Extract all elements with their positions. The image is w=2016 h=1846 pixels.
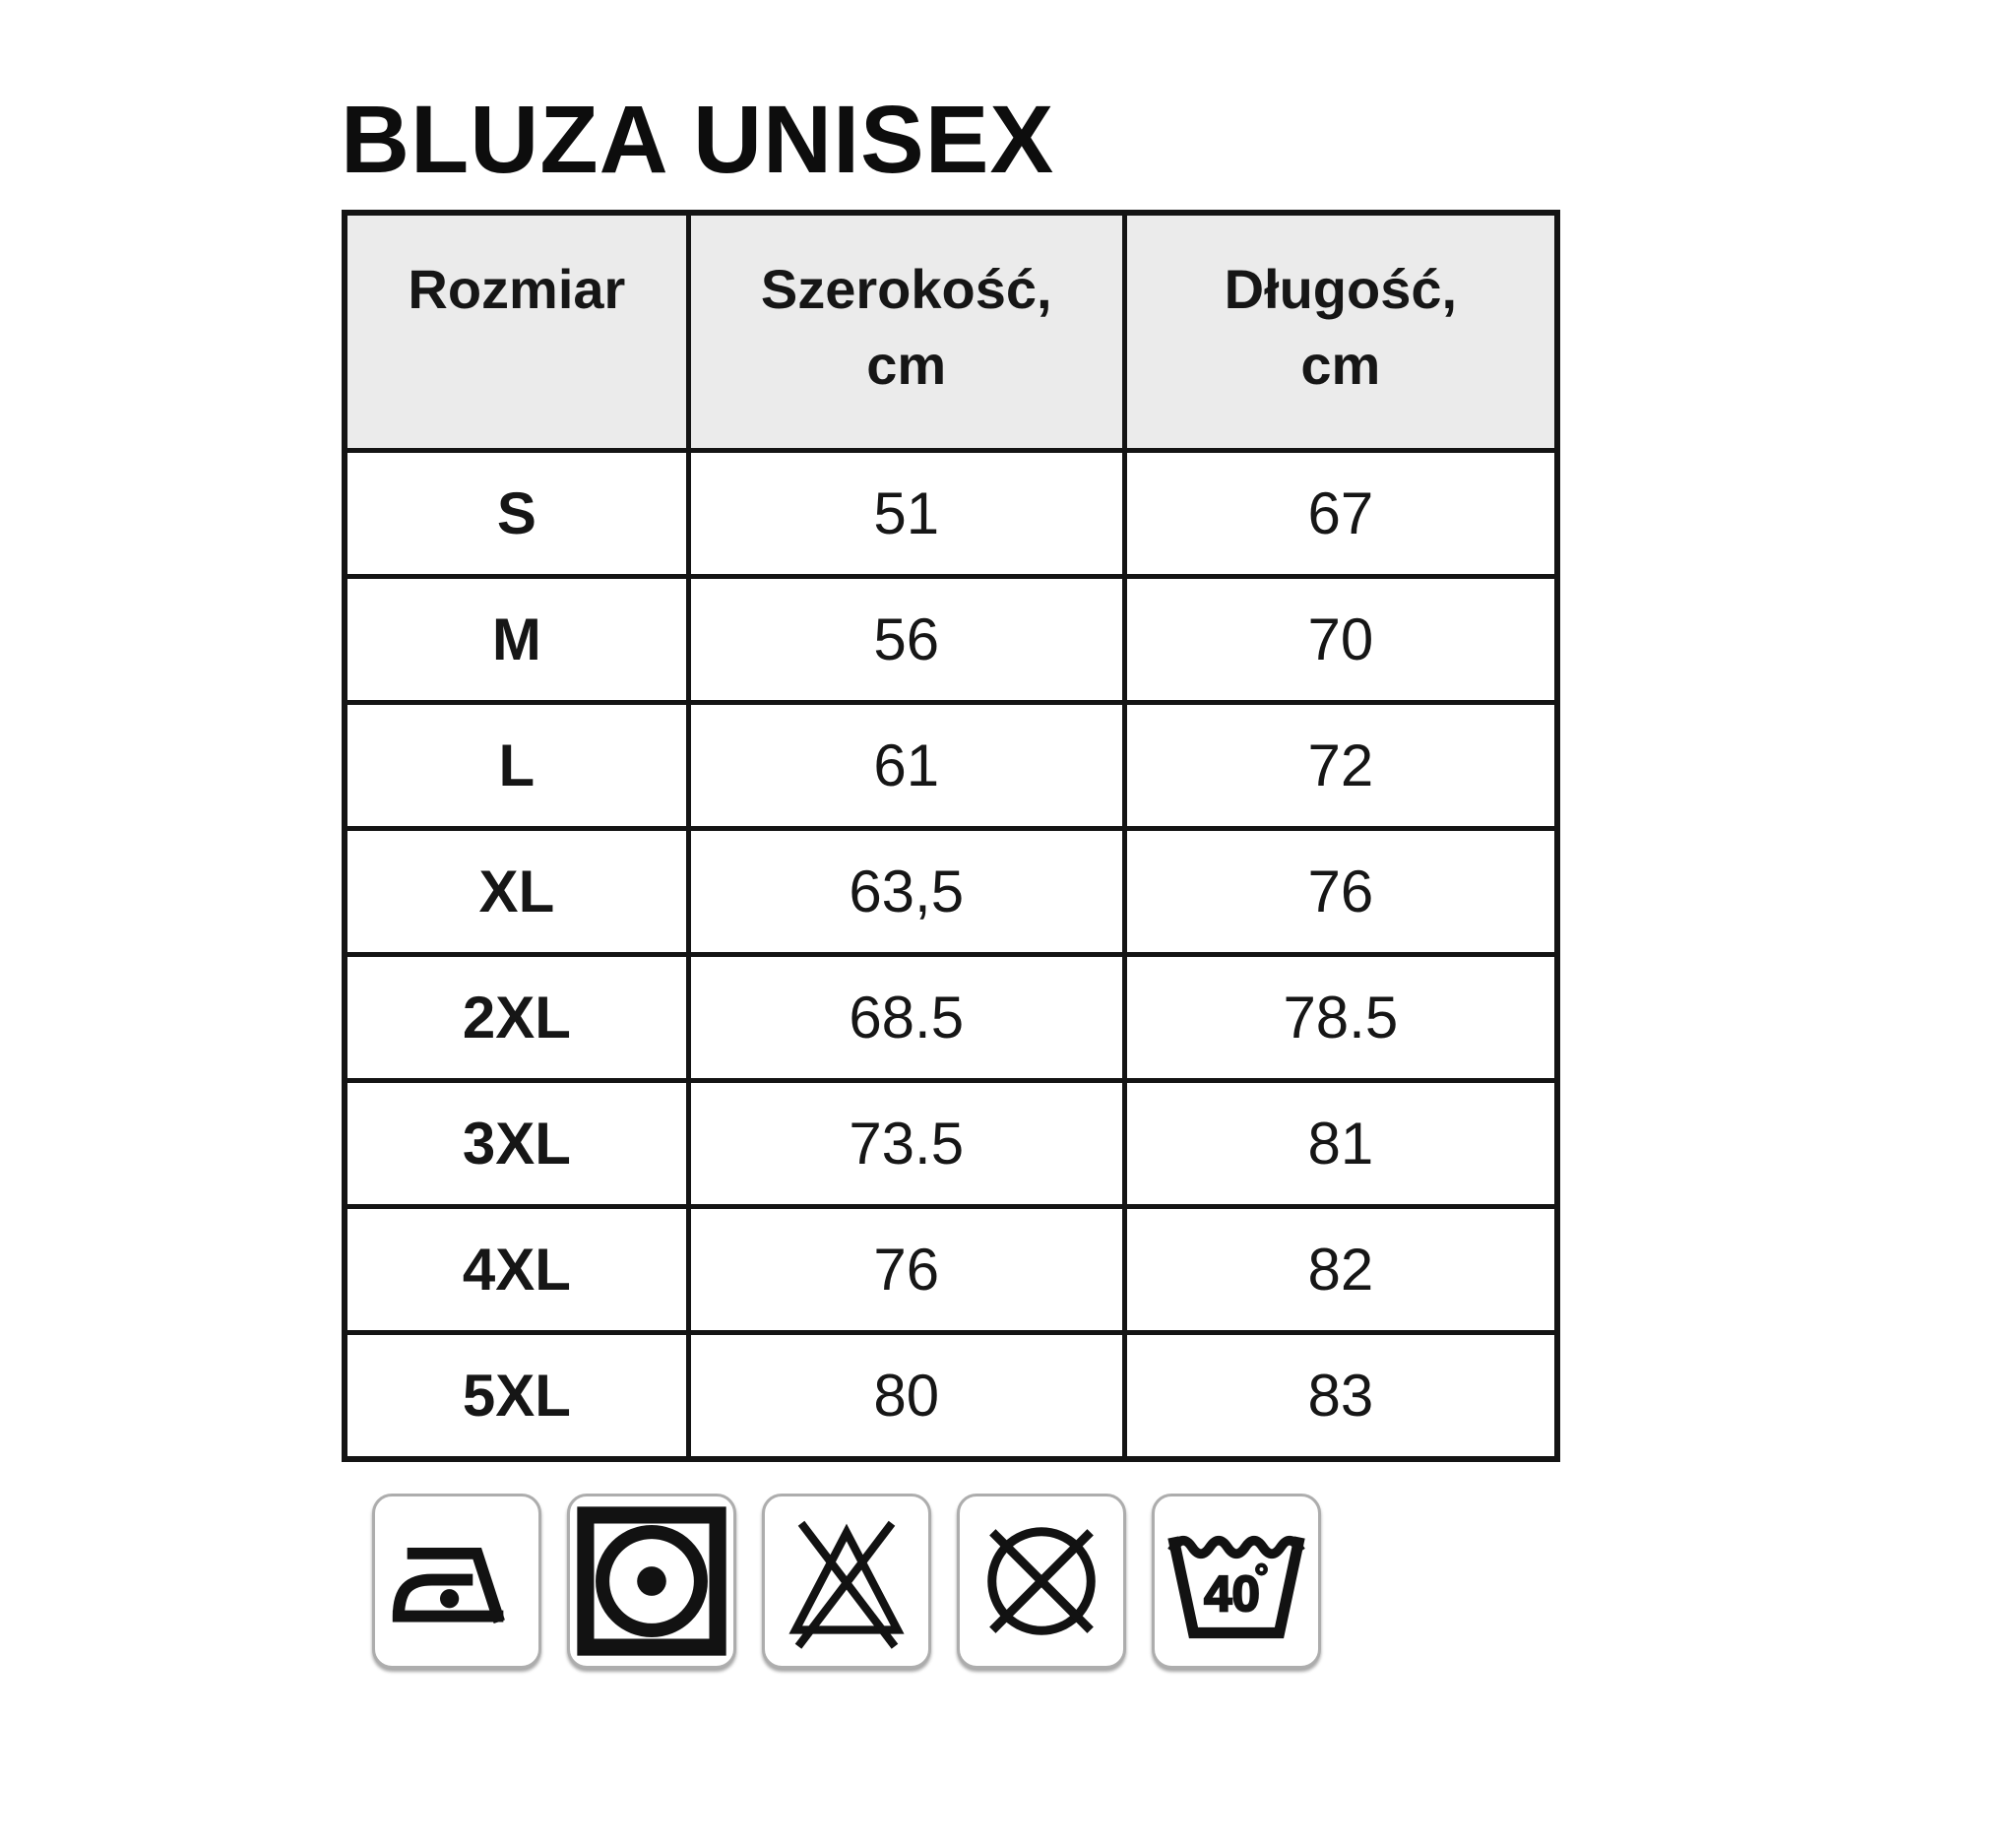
size-cell: 3XL [345,1081,688,1207]
table-row [345,829,1557,955]
table-row [345,1333,1557,1460]
wash-temp-label: 40 [1204,1565,1260,1622]
size-cell: S [345,451,688,577]
width-cell: 56 [688,577,1124,703]
do-not-dry-clean-icon [968,1507,1115,1655]
care-box [1152,1494,1321,1669]
length-cell: 70 [1124,577,1557,703]
width-cell: 80 [688,1333,1124,1460]
length-cell: 72 [1124,703,1557,829]
page-title: BLUZA UNISEX [341,86,1055,193]
care-icons-row [372,1494,1321,1669]
table-row [345,451,1557,577]
header-width-unit: cm [866,334,947,397]
length-cell: 76 [1124,829,1557,955]
length-cell: 82 [1124,1207,1557,1333]
table-header-row [345,213,1557,451]
size-cell: XL [345,829,688,955]
width-cell: 51 [688,451,1124,577]
header-width-label: Szerokość, [760,258,1052,320]
care-box [957,1494,1126,1669]
size-cell: L [345,703,688,829]
table-row [345,1207,1557,1333]
header-size-label: Rozmiar [408,258,626,320]
table-row [345,703,1557,829]
care-box [762,1494,931,1669]
tumble-dry-icon [575,1504,728,1658]
length-cell: 83 [1124,1333,1557,1460]
width-cell: 73.5 [688,1081,1124,1207]
width-cell: 63,5 [688,829,1124,955]
size-cell: 2XL [345,955,688,1081]
length-cell: 78.5 [1124,955,1557,1081]
care-box [567,1494,736,1669]
width-cell: 68.5 [688,955,1124,1081]
length-cell: 81 [1124,1081,1557,1207]
header-length-unit: cm [1300,334,1381,397]
degree-mark [1257,1565,1265,1573]
length-cell: 67 [1124,451,1557,577]
table-row [345,577,1557,703]
header-length-label: Długość, [1224,258,1458,320]
do-not-bleach-icon [773,1507,920,1655]
header-cell-size [345,213,688,451]
size-cell: 5XL [345,1333,688,1460]
care-box [372,1494,541,1669]
size-cell: M [345,577,688,703]
table-row [345,1081,1557,1207]
header-cell-width [688,213,1124,451]
wash-40-icon [1163,1507,1310,1655]
size-table [342,210,1560,1462]
iron-icon [384,1508,530,1654]
width-cell: 61 [688,703,1124,829]
table-row [345,955,1557,1081]
header-cell-length [1124,213,1557,451]
size-cell: 4XL [345,1207,688,1333]
width-cell: 76 [688,1207,1124,1333]
